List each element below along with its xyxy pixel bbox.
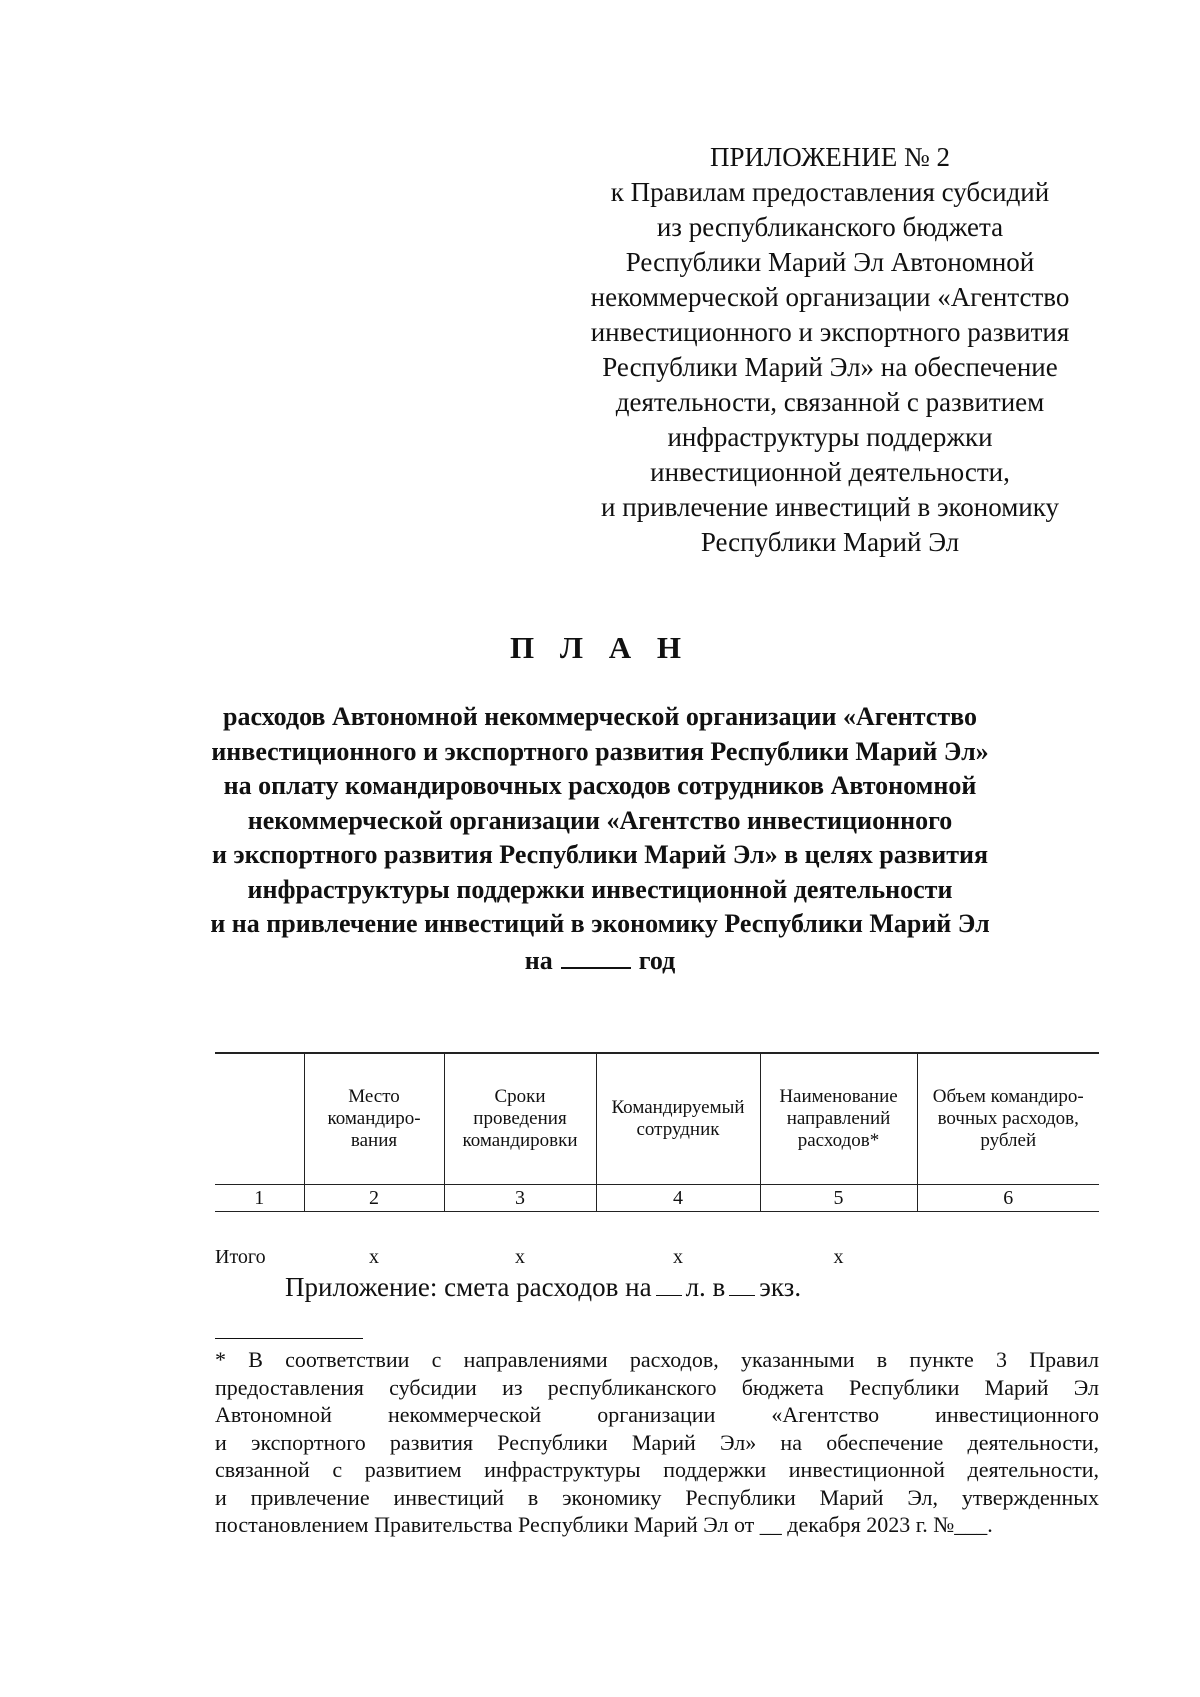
appendix-line: из республиканского бюджета <box>656 212 1004 242</box>
appendix-line: инвестиционного и экспортного развития <box>590 317 1070 347</box>
column-header-1 <box>215 1053 304 1185</box>
footnote-line: предоставления субсидии из республиканского бюджета Республики Марий Эл <box>215 1374 1099 1400</box>
attachment-text: экз. <box>759 1272 802 1302</box>
footnote-line: и экспортного развития Республики Марий Эл» на обеспечение деятельности, <box>215 1429 1099 1455</box>
footnote-line: и привлечение инвестиций в экономику Республики Марий Эл, утвержденных <box>215 1484 1099 1510</box>
year-line <box>140 944 1060 979</box>
copies-blank <box>729 1275 755 1296</box>
column-number: 1 <box>215 1185 304 1212</box>
attachment-text: л. в <box>685 1272 726 1302</box>
subtitle-line: и на привлечение инвестиций в экономику Республики Марий Эл <box>210 909 990 938</box>
sheets-blank <box>656 1275 682 1296</box>
column-number: 4 <box>596 1185 760 1212</box>
subtitle-line: инфраструктуры поддержки инвестиционной деятельности <box>247 874 953 904</box>
column-number: 3 <box>444 1185 596 1212</box>
subtitle-line: на оплату командировочных расходов сотрудников Автономной <box>223 771 977 800</box>
appendix-line: инвестиционной деятельности, <box>650 457 1010 487</box>
appendix-header <box>570 140 1090 560</box>
column-number: 2 <box>304 1185 444 1212</box>
appendix-line: некоммерческой организации «Агентство <box>590 282 1070 312</box>
column-number: 5 <box>760 1185 917 1212</box>
attachment-note <box>285 1272 801 1303</box>
total-cell: х <box>673 1246 683 1268</box>
attachment-text: Приложение: смета расходов на <box>285 1272 652 1302</box>
appendix-line: инфраструктуры поддержки <box>667 422 993 452</box>
appendix-line: Республики Марий Эл Автономной <box>625 247 1035 277</box>
total-label: Итого <box>215 1246 266 1268</box>
plan-title: П Л А Н <box>510 630 690 665</box>
appendix-line: Республики Марий Эл» на обеспечение <box>602 352 1058 382</box>
appendix-line: и привлечение инвестиций в экономику <box>601 492 1059 522</box>
column-header-dates: Сроки проведения командировки <box>444 1053 596 1185</box>
year-suffix: год <box>638 945 676 975</box>
appendix-line: Республики Марий Эл <box>700 527 960 557</box>
column-header-employee: Командируемый сотрудник <box>596 1053 760 1185</box>
total-cell: х <box>833 1246 844 1268</box>
plan-subtitle <box>140 700 1060 978</box>
total-cell: х <box>515 1246 525 1268</box>
footnote-line: постановлением Правительства Республики Марий Эл от __ декабря 2023 г. №___. <box>215 1512 993 1537</box>
subtitle-line: расходов Автономной некоммерческой организации «Агентство <box>223 702 977 731</box>
column-number-row <box>215 1185 1099 1212</box>
footnote-line: Автономной некоммерческой организации «Агентство инвестиционного <box>215 1402 1099 1427</box>
column-number: 6 <box>917 1185 1099 1212</box>
total-cell: х <box>369 1246 379 1268</box>
total-row <box>215 1212 1099 1275</box>
footnote-line: * В соответствии с направлениями расходов, указанными в пункте 3 Правил <box>215 1347 1099 1372</box>
column-header-place: Место командиро-вания <box>304 1053 444 1185</box>
appendix-line: к Правилам предоставления субсидий <box>610 177 1050 207</box>
subtitle-line: некоммерческой организации «Агентство инвестиционного <box>247 805 953 835</box>
column-header-amount: Объем командиро-вочных расходов, рублей <box>917 1053 1099 1185</box>
footnote <box>215 1346 1099 1539</box>
total-cell <box>917 1212 1099 1275</box>
column-header-expense-type: Наименование направлений расходов* <box>760 1053 917 1185</box>
subtitle-line: инвестиционного и экспортного развития Республики Марий Эл» <box>211 736 989 766</box>
expense-plan-table <box>215 1052 1099 1274</box>
year-blank <box>561 945 631 969</box>
footnote-divider <box>215 1338 363 1339</box>
footnote-line: связанной с развитием инфраструктуры поддержки инвестиционной деятельности, <box>215 1457 1099 1482</box>
table-header-row <box>215 1053 1099 1185</box>
year-prefix: на <box>524 945 553 975</box>
subtitle-line: и экспортного развития Республики Марий Эл» в целях развития <box>211 840 989 869</box>
appendix-line: деятельности, связанной с развитием <box>615 387 1045 417</box>
appendix-number: ПРИЛОЖЕНИЕ № 2 <box>709 142 951 172</box>
